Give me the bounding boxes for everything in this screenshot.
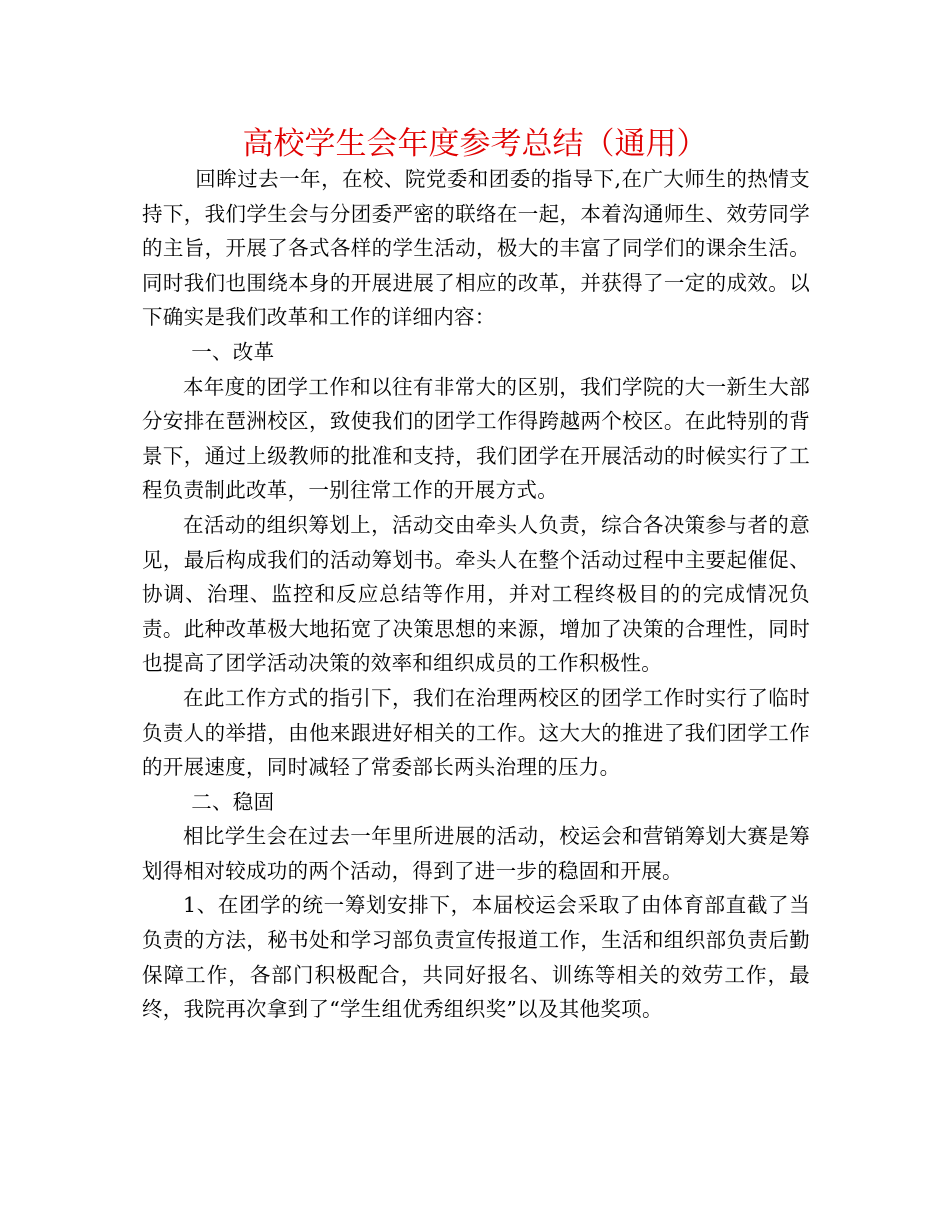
paragraph-reform-organization: 在活动的组织筹划上，活动交由牵头人负责，综合各决策参与者的意见，最后构成我们的活动筹划书。牵头人在整个活动过程中主要起催促、协调、治理、监控和反应总结等作用，并对工程终极目的的完成情况负责。此种改革极大地拓宽了决策思想的来源，增加了决策的合理性，同时也提高了团学活动决策的效率和组织成员的工作积极性。	[142, 512, 810, 676]
paragraph-reform-background: 本年度的团学工作和以往有非常大的区别，我们学院的大一新生大部分安排在琶洲校区，致使我们的团学工作得跨越两个校区。在此特别的背景下，通过上级教师的批准和支持，我们团学在开展活动的时候实行了工程负责制此改革，一别往常工作的开展方式。	[142, 374, 810, 503]
paragraph-reform-method: 在此工作方式的指引下，我们在治理两校区的团学工作时实行了临时负责人的举措，由他来跟进好相关的工作。这大大的推进了我们团学工作的开展速度，同时减轻了常委部长两头治理的压力。	[142, 685, 810, 780]
paragraph-consolidation-intro: 相比学生会在过去一年里所进展的活动，校运会和营销筹划大赛是筹划得相对较成功的两个活动，得到了进一步的稳固和开展。	[142, 824, 810, 883]
document-body	[142, 162, 810, 1027]
paragraph-intro: 回眸过去一年，在校、院党委和团委的指导下,在广大师生的热情支持下，我们学生会与分团委严密的联络在一起，本着沟通师生、效劳同学的主旨，开展了各式各样的学生活动，极大的丰富了同学们的课余生活。同时我们也围绕本身的开展进展了相应的改革，并获得了一定的成效。以下确实是我们改革和工作的详细内容：	[142, 167, 810, 330]
section-heading-reform: 一、改革	[191, 339, 275, 364]
section-heading-consolidation: 二、稳固	[191, 789, 275, 814]
paragraph-sports-meet: 1、在团学的统一筹划安排下，本届校运会采取了由体育部直截了当负责的方法，秘书处和学习部负责宣传报道工作，生活和组织部负责后勤保障工作，各部门积极配合，共同好报名、训练等相关的效劳工作，最终，我院再次拿到了“学生组优秀组织奖”以及其他奖项。	[142, 893, 810, 1022]
document-title: 高校学生会年度参考总结（通用）	[242, 126, 708, 162]
